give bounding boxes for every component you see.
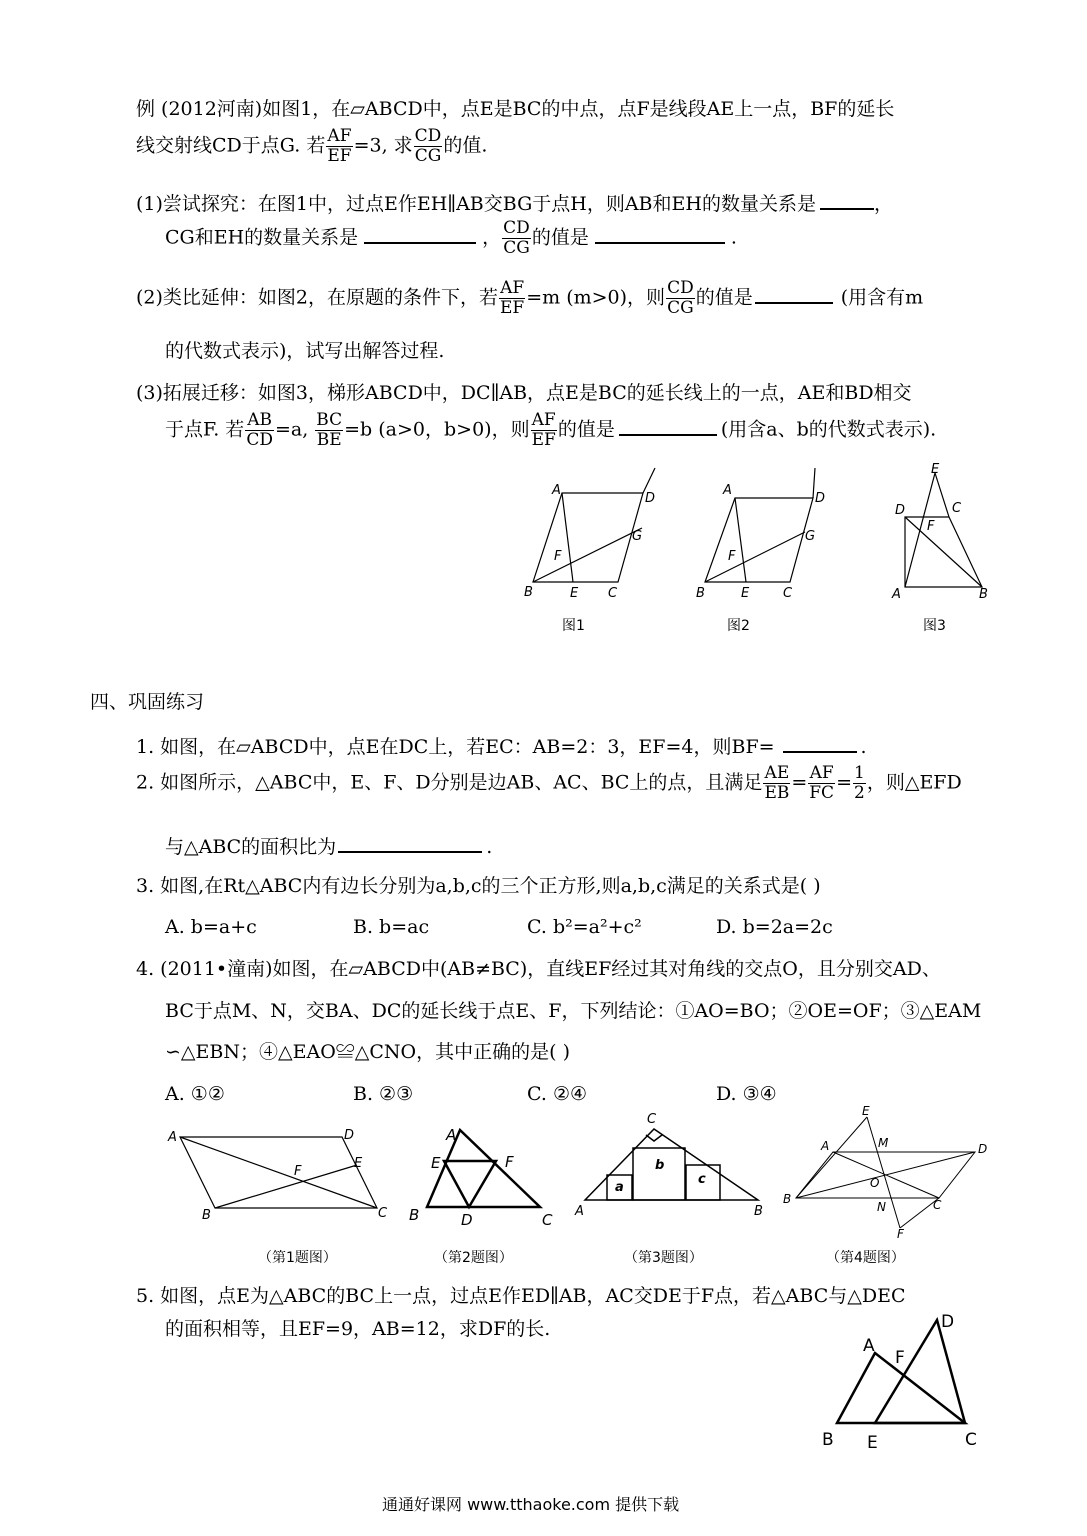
- svg-text:E: E: [431, 1154, 441, 1172]
- answer-blank: [783, 735, 857, 753]
- svg-text:B: B: [783, 1192, 792, 1206]
- svg-text:F: F: [895, 1348, 905, 1368]
- q1-figure-caption: （第1题图）: [258, 1250, 337, 1266]
- svg-text:E: E: [354, 1156, 363, 1171]
- part-2-line-2: 的代数式表示)，试写出解答过程.: [165, 340, 445, 362]
- svg-text:G: G: [632, 529, 643, 544]
- svg-text:D: D: [978, 1142, 988, 1156]
- svg-text:B: B: [202, 1208, 211, 1223]
- svg-text:C: C: [933, 1198, 942, 1212]
- question-4-line-2: BC于点M、N，交BA、DC的延长线于点E、F，下列结论：①AO=BO；②OE=OF；③△EAM: [165, 1000, 982, 1022]
- svg-text:A: A: [723, 483, 732, 498]
- svg-text:A: A: [446, 1126, 457, 1144]
- svg-text:A: A: [168, 1130, 177, 1145]
- svg-text:B: B: [754, 1204, 763, 1219]
- svg-text:D: D: [941, 1312, 955, 1332]
- q1-figure: [180, 1137, 377, 1208]
- svg-text:D: D: [461, 1211, 473, 1229]
- svg-text:B: B: [979, 587, 988, 602]
- exercise-figures: [160, 1105, 1010, 1275]
- svg-text:A: A: [892, 587, 901, 602]
- svg-text:a: a: [615, 1180, 624, 1195]
- question-3-option-d: D. b=2a=2c: [716, 916, 833, 938]
- q5-figure: [815, 1305, 995, 1465]
- question-5-line-2: 的面积相等，且EF=9，AB=12，求DF的长.: [165, 1318, 551, 1340]
- answer-blank: [338, 835, 482, 853]
- q3-figure: [585, 1129, 758, 1200]
- section-title: 四、巩固练习: [90, 691, 205, 713]
- svg-text:C: C: [647, 1112, 657, 1127]
- example-figures: [515, 460, 1015, 640]
- svg-text:C: C: [952, 501, 962, 516]
- svg-text:B: B: [822, 1430, 834, 1450]
- figure-3-caption: 图3: [923, 618, 946, 634]
- svg-text:C: C: [542, 1211, 553, 1229]
- fraction-cd-cg: $\frac{CD}{CG}$: [503, 218, 530, 258]
- fraction-af-ef: $\frac{AF}{EF}$: [531, 410, 556, 450]
- fraction-ab-cd: $\frac{AB}{CD}$: [246, 410, 273, 450]
- answer-blank: [820, 192, 874, 210]
- answer-blank: [755, 286, 833, 304]
- figure-1-caption: 图1: [562, 618, 585, 634]
- question-3-option-c: C. b²=a²+c²: [527, 916, 642, 938]
- q2-figure: [427, 1130, 540, 1207]
- fraction-af-ef: $\frac{AF}{EF}$: [500, 278, 525, 318]
- figure-2-caption: 图2: [727, 618, 750, 634]
- svg-text:G: G: [805, 529, 816, 544]
- part-2-line-1: (2)类比延伸：如图2，在原题的条件下，若 $\frac{AF}{EF}$ =m (m>0)，则 $\frac{CD}{CG}$ 的值是 (用含有m: [136, 278, 924, 318]
- question-2-line-2: 与△ABC的面积比为 .: [165, 836, 493, 858]
- svg-text:A: A: [821, 1139, 830, 1153]
- question-4-option-d: D. ③④: [716, 1083, 777, 1105]
- svg-text:F: F: [505, 1153, 514, 1171]
- svg-text:D: D: [344, 1128, 355, 1143]
- svg-text:A: A: [863, 1336, 875, 1356]
- answer-blank: [595, 226, 725, 244]
- footer: 通通好课网 www.tthaoke.com 提供下载: [382, 1495, 680, 1514]
- question-4-option-b: B. ②③: [353, 1083, 414, 1105]
- svg-text:C: C: [783, 586, 793, 601]
- question-4-option-c: C. ②④: [527, 1083, 588, 1105]
- question-3-option-a: A. b=a+c: [165, 916, 257, 938]
- question-5-line-1: 5. 如图，点E为△ABC的BC上一点，过点E作ED∥AB，AC交DE于F点，若△ABC与△DEC: [136, 1285, 906, 1307]
- svg-text:B: B: [524, 585, 533, 600]
- svg-text:M: M: [878, 1136, 889, 1150]
- svg-text:B: B: [696, 586, 705, 601]
- svg-text:C: C: [608, 586, 618, 601]
- svg-text:E: E: [931, 462, 940, 477]
- svg-text:F: F: [927, 519, 935, 534]
- figure-2: [705, 468, 815, 582]
- question-4-line-1: 4. (2011•潼南)如图，在▱ABCD中(AB≠BC)，直线EF经过其对角线的交点O，且分别交AD、: [136, 958, 941, 980]
- svg-text:c: c: [698, 1172, 706, 1187]
- question-4-line-3: ∽△EBN；④△EAO≌△CNO，其中正确的是( ): [165, 1041, 570, 1063]
- svg-text:C: C: [378, 1206, 388, 1221]
- q2-figure-caption: （第2题图）: [434, 1250, 513, 1266]
- svg-text:O: O: [870, 1176, 880, 1190]
- example-line-1: 例 (2012河南)如图1，在▱ABCD中，点E是BC的中点，点F是线段AE上一点，BF的延长: [136, 98, 895, 120]
- part-1-line-2: CG和EH的数量关系是 ， $\frac{CD}{CG}$ 的值是 .: [165, 218, 737, 258]
- svg-text:D: D: [815, 491, 826, 506]
- part-3-line-2: 于点F. 若 $\frac{AB}{CD}$ =a, $\frac{BC}{BE}$ =b (a>0，b>0)，则 $\frac{AF}{EF}$ 的值是 (用含a、b的代数式表示).: [165, 410, 937, 450]
- q4-figure-caption: （第4题图）: [826, 1250, 905, 1266]
- svg-text:E: E: [862, 1105, 870, 1118]
- svg-text:E: E: [570, 586, 579, 601]
- svg-text:D: D: [645, 491, 656, 506]
- svg-text:F: F: [897, 1227, 904, 1241]
- example-line-2: 线交射线CD于点G. 若 $\frac{AF}{EF}$ =3, 求 $\frac{CD}{CG}$ 的值.: [136, 126, 488, 166]
- question-2-line-1: 2. 如图所示，△ABC中，E、F、D分别是边AB、AC、BC上的点，且满足 $\frac{AE}{EB}$ = $\frac{AF}{FC}$ = $\frac{1}{2}$ ，则△EFD: [136, 763, 962, 803]
- part-1-line-1: (1)尝试探究：在图1中，过点E作EH∥AB交BG于点H，则AB和EH的数量关系是 ，: [136, 193, 893, 215]
- fraction-cd-cg: $\frac{CD}{CG}$: [414, 126, 442, 166]
- figure-3: [905, 473, 982, 587]
- svg-text:C: C: [965, 1430, 977, 1450]
- svg-text:F: F: [728, 549, 736, 564]
- question-1: 1. 如图，在▱ABCD中，点E在DC上，若EC：AB=2：3，EF=4，则BF= .: [136, 736, 867, 758]
- question-3: 3. 如图,在Rt△ABC内有边长分别为a,b,c的三个正方形,则a,b,c满足的关系式是( ): [136, 875, 821, 897]
- answer-blank: [619, 418, 717, 436]
- answer-blank: [364, 226, 476, 244]
- svg-text:N: N: [877, 1200, 886, 1214]
- svg-text:F: F: [294, 1164, 302, 1179]
- fraction-bc-be: $\frac{BC}{BE}$: [316, 410, 343, 450]
- svg-text:A: A: [575, 1204, 584, 1219]
- fraction-cd-cg: $\frac{CD}{CG}$: [667, 278, 694, 318]
- question-3-option-b: B. b=ac: [353, 916, 430, 938]
- svg-text:A: A: [552, 483, 561, 498]
- svg-text:D: D: [895, 503, 906, 518]
- svg-text:B: B: [409, 1206, 420, 1224]
- svg-text:b: b: [655, 1158, 665, 1173]
- q3-figure-caption: （第3题图）: [624, 1250, 703, 1266]
- svg-text:E: E: [867, 1433, 878, 1453]
- part-3-line-1: (3)拓展迁移：如图3，梯形ABCD中，DC∥AB，点E是BC的延长线上的一点，AE和BD相交: [136, 382, 912, 404]
- svg-text:E: E: [741, 586, 750, 601]
- svg-text:F: F: [554, 549, 562, 564]
- fraction-af-ef: $\frac{AF}{EF}$: [327, 126, 352, 166]
- question-4-option-a: A. ①②: [165, 1083, 225, 1105]
